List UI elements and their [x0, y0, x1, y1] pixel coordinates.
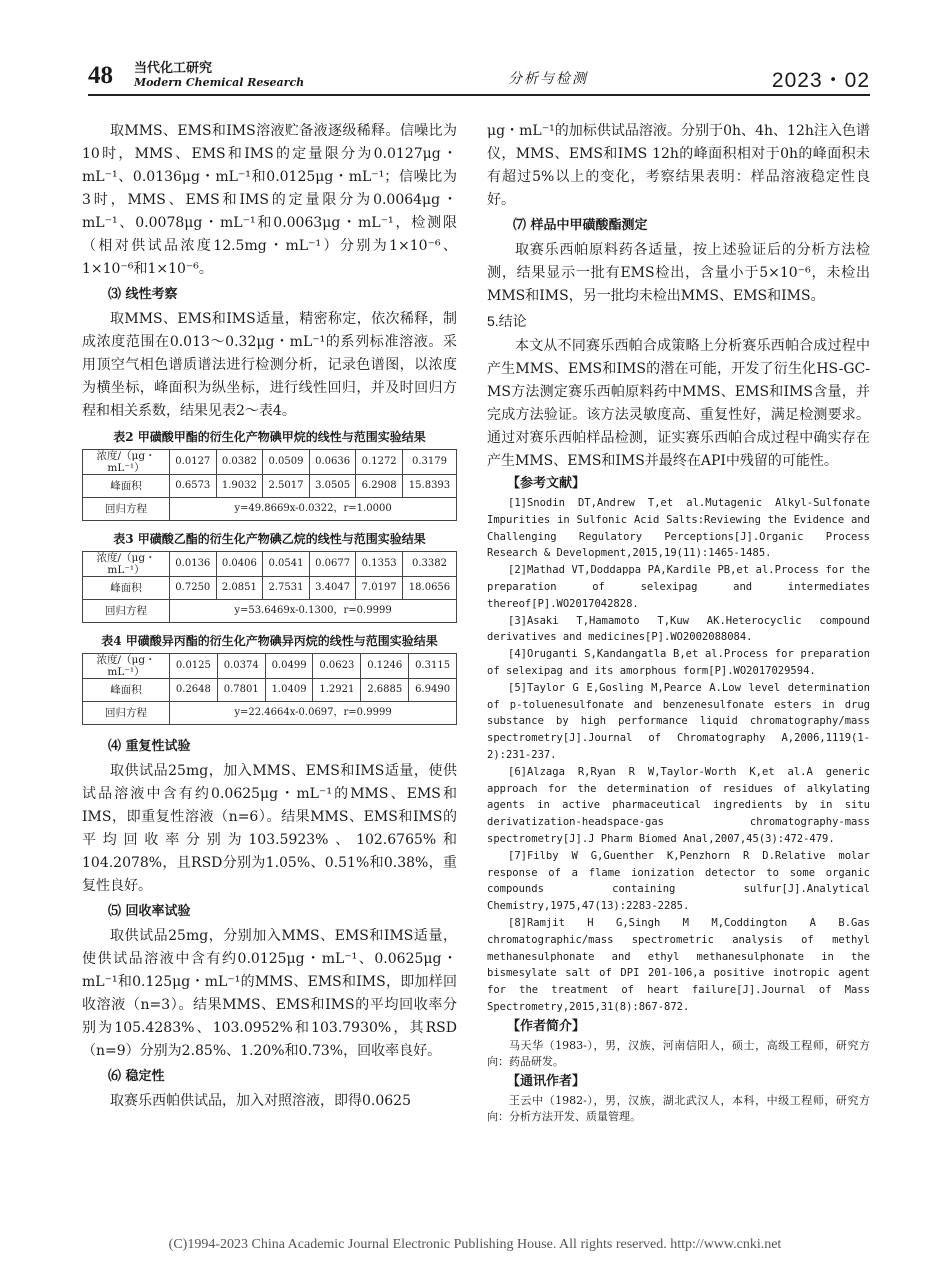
section-heading-conclusion: 5.结论: [487, 313, 527, 329]
reference-item: [8]Ramjit H G,Singh M M,Coddington A B.Gas chromatographic/mass spectrometric analysis of methyl methanesulphonate and ethyl methanesulphonate in the bismesylate salt of DPI 201-106,a positive inotropic agent for the treatment of heart failure[J].Journal of Mass Spectrometry,2015,31(8):867-872.: [487, 916, 870, 1013]
table-cell: 0.0127: [170, 450, 217, 475]
table-row: [83, 679, 457, 702]
table-cell: 0.0382: [216, 450, 263, 475]
table-cell: 0.0541: [263, 552, 310, 577]
right-column: [487, 120, 870, 1126]
journal-name: [134, 62, 304, 90]
reference-item: [5]Taylor G E,Gosling M,Pearce A.Low level determination of p-toluenesulfonate and benzenesulfonate esters in drug substance by high performance liquid chromatography/mass spectrometry[J].Journal of Chromatography A,2006,1119(1-2):231-237.: [487, 681, 870, 761]
page-number: 48: [88, 62, 113, 89]
table-cell: 18.0656: [402, 577, 456, 600]
table-header-cell: 回归方程: [83, 702, 170, 725]
table-header-cell: 峰面积: [83, 679, 170, 702]
table-row: [83, 498, 457, 521]
left-column: [82, 120, 457, 1113]
paragraph: 取赛乐西帕供试品，加入对照溶液，即得0.0625: [110, 1093, 411, 1109]
reference-item: [2]Mathad VT,Doddappa PA,Kardile PB,et al.Process for the preparation of selexipag and intermediates thereof[P].WO2017042828.: [487, 564, 870, 610]
table-row: [83, 475, 457, 498]
table-cell: 2.0851: [216, 577, 263, 600]
table-cell: 0.0136: [170, 552, 217, 577]
subsection-heading: ⑷ 重复性试验: [108, 739, 191, 754]
data-table: [82, 449, 457, 521]
table-cell: 0.1353: [356, 552, 403, 577]
corresponding-author-heading: 【通讯作者】: [507, 1073, 586, 1089]
table-cell: 3.0505: [309, 475, 356, 498]
table-cell: 0.1246: [361, 654, 409, 679]
reference-item: [1]Snodin DT,Andrew T,et al.Mutagenic Alkyl-Sulfonate Impurities in Sulfonic Acid Salts:Reviewing the Evidence and Challenging Regulatory Perceptions[J].Organic Process Research & Development,2015,19(11):1465-1485.: [487, 497, 870, 560]
corresponding-author-bio: 王云中（1982-），男，汉族，湖北武汉人，本科，中级工程师，研究方向：分析方法开发、质量管理。: [487, 1093, 870, 1124]
reference-item: [7]Filby W G,Guenther K,Penzhorn R D.Relative molar response of a flame ionization detector to some organic compounds containing sulfur[J].Analytical Chemistry,1975,47(13):2283-2285.: [487, 849, 870, 913]
issue-number: 2023・02: [771, 69, 870, 92]
regression-equation: y=49.8669x-0.0322，r=1.0000: [170, 498, 457, 521]
table-cell: 0.3179: [402, 450, 456, 475]
table-cell: 0.3115: [409, 654, 457, 679]
table-row: [83, 600, 457, 623]
regression-equation: y=22.4664x-0.0697，r=0.9999: [170, 702, 457, 725]
table-row: [83, 654, 457, 679]
table-cell: 0.6573: [170, 475, 217, 498]
table-cell: 0.0636: [309, 450, 356, 475]
table-row: [83, 577, 457, 600]
table-header-cell: 峰面积: [83, 577, 170, 600]
table-cell: 0.0499: [265, 654, 313, 679]
paragraph: 取MMS、EMS和IMS溶液贮备液逐级稀释。信噪比为10时，MMS、EMS和IMS的定量限分为0.0127μg・mL⁻¹、0.0136μg・mL⁻¹和0.0125μg・mL⁻¹；信噪比为3时，MMS、EMS和IMS的定量限分为0.0064μg・mL⁻¹、0.0078μg・mL⁻¹和0.0063μg・mL⁻¹，检测限（相对供试品浓度12.5mg・mL⁻¹）分别为1×10⁻⁶、1×10⁻⁶和1×10⁻⁶。: [82, 123, 457, 277]
paragraph: 取供试品25mg，分别加入MMS、EMS和IMS适量，使供试品溶液中含有约0.0125μg・mL⁻¹、0.0625μg・mL⁻¹和0.125μg・mL⁻¹的MMS、EMS和IMS，即加样回收溶液（n=3）。结果MMS、EMS和IMS的平均回收率分别为105.4283%、103.0952%和103.7930%，其RSD（n=9）分别为2.85%、1.20%和0.73%，回收率良好。: [82, 928, 457, 1059]
table-cell: 0.7250: [170, 577, 217, 600]
table-cell: 1.2921: [313, 679, 361, 702]
table-cell: 0.3382: [402, 552, 456, 577]
table-cell: 1.0409: [265, 679, 313, 702]
table-cell: 0.2648: [170, 679, 218, 702]
table-header-cell: 浓度/（μg・mL⁻¹）: [83, 450, 170, 475]
table-header-cell: 回归方程: [83, 600, 170, 623]
table-cell: 0.0125: [170, 654, 218, 679]
reference-item: [6]Alzaga R,Ryan R W,Taylor-Worth K,et al.A generic approach for the determination of residues of alkylating agents in active pharmaceutical ingredients by in situ derivatization-headspace-gas chromatography-mass spectrometry[J].J Pharm Biomed Anal,2007,45(3):472-479.: [487, 765, 870, 845]
author-bio: 马天华（1983-），男，汉族，河南信阳人，硕士，高级工程师，研究方向：药品研发。: [487, 1038, 870, 1069]
table-cell: 2.5017: [263, 475, 310, 498]
journal-name-cn: 当代化工研究: [134, 61, 213, 76]
table-cell: 0.0623: [313, 654, 361, 679]
author-heading: 【作者简介】: [507, 1018, 586, 1034]
paragraph: 本文从不同赛乐西帕合成策略上分析赛乐西帕合成过程中产生MMS、EMS和IMS的潜在可能，开发了衍生化HS-GC-MS方法测定赛乐西帕原料药中MMS、EMS和IMS含量，并完成方法验证。该方法灵敏度高、重复性好，满足检测要求。通过对赛乐西帕样品检测，证实赛乐西帕合成过程中确实存在产生MMS、EMS和IMS并最终在API中残留的可能性。: [487, 338, 870, 469]
subsection-heading: ⑶ 线性考察: [108, 287, 178, 302]
table-cell: 0.7801: [217, 679, 265, 702]
subsection-heading: ⑹ 稳定性: [108, 1069, 165, 1084]
table-header-cell: 峰面积: [83, 475, 170, 498]
table-cell: 15.8393: [402, 475, 456, 498]
table-header-cell: 浓度/（μg・mL⁻¹）: [83, 654, 170, 679]
references-heading: 【参考文献】: [507, 476, 586, 491]
subsection-heading: ⑸ 回收率试验: [108, 904, 191, 919]
paragraph: 取赛乐西帕原料药各适量，按上述验证后的分析方法检测，结果显示一批有EMS检出，含量小于5×10⁻⁶，未检出MMS和IMS，另一批均未检出MMS、EMS和IMS。: [487, 242, 870, 304]
table-cell: 0.0509: [263, 450, 310, 475]
table-row: [83, 702, 457, 725]
data-table: [82, 653, 457, 725]
table-cell: 2.7531: [263, 577, 310, 600]
journal-name-en: Modern Chemical Research: [134, 76, 305, 89]
table-cell: 0.0406: [216, 552, 263, 577]
table-row: [83, 552, 457, 577]
table-cell: 6.2908: [356, 475, 403, 498]
table-cell: 0.1272: [356, 450, 403, 475]
table-caption: 表2 甲磺酸甲酯的衍生化产物碘甲烷的线性与范围实验结果: [113, 430, 426, 444]
section-title: 分析与检测: [508, 71, 588, 87]
regression-equation: y=53.6469x-0.1300，r=0.9999: [170, 600, 457, 623]
table-cell: 1.9032: [216, 475, 263, 498]
copyright-footer: (C)1994-2023 China Academic Journal Electronic Publishing House. All rights reserved. http://www.cnki.net: [168, 1237, 782, 1252]
paragraph: 取MMS、EMS和IMS适量，精密称定，依次稀释，制成浓度范围在0.013～0.32μg・mL⁻¹的系列标准溶液。采用顶空气相色谱质谱法进行检测分析，记录色谱图，以浓度为横坐标，峰面积为纵坐标，进行线性回归，并及时回归方程和相关系数，结果见表2～表4。: [82, 311, 457, 419]
table-header-cell: 回归方程: [83, 498, 170, 521]
table-cell: 3.4047: [309, 577, 356, 600]
paragraph: 取供试品25mg，加入MMS、EMS和IMS适量，使供试品溶液中含有约0.0625μg・mL⁻¹的MMS、EMS和IMS，即重复性溶液（n=6）。结果MMS、EMS和IMS的平均回收率分别为103.5923%、102.6765%和104.2078%，且RSD分别为1.05%、0.51%和0.38%，重复性良好。: [82, 763, 457, 894]
table-header-cell: 浓度/（μg・mL⁻¹）: [83, 552, 170, 577]
table-cell: 0.0374: [217, 654, 265, 679]
table-cell: 6.9490: [409, 679, 457, 702]
table-cell: 7.0197: [356, 577, 403, 600]
table-caption: 表3 甲磺酸乙酯的衍生化产物碘乙烷的线性与范围实验结果: [113, 532, 426, 546]
table-caption: 表4 甲磺酸异丙酯的衍生化产物碘异丙烷的线性与范围实验结果: [101, 634, 438, 648]
data-table: [82, 551, 457, 623]
subsection-heading: ⑺ 样品中甲磺酸酯测定: [513, 218, 648, 233]
reference-item: [3]Asaki T,Hamamoto T,Kuw AK.Heterocyclic compound derivatives and medicines[P].WO2002088084.: [487, 614, 870, 644]
table-cell: 2.6885: [361, 679, 409, 702]
paragraph: μg・mL⁻¹的加标供试品溶液。分别于0h、4h、12h注入色谱仪，MMS、EMS和IMS 12h的峰面积相对于0h的峰面积未有超过5%以上的变化，考察结果表明：样品溶液稳定性良好。: [487, 123, 870, 208]
reference-item: [4]Oruganti S,Kandangatla B,et al.Process for preparation of selexipag and its amorphous form[P].WO2017029594.: [487, 648, 870, 677]
table-cell: 0.0677: [309, 552, 356, 577]
table-row: [83, 450, 457, 475]
page-header: [88, 60, 870, 96]
